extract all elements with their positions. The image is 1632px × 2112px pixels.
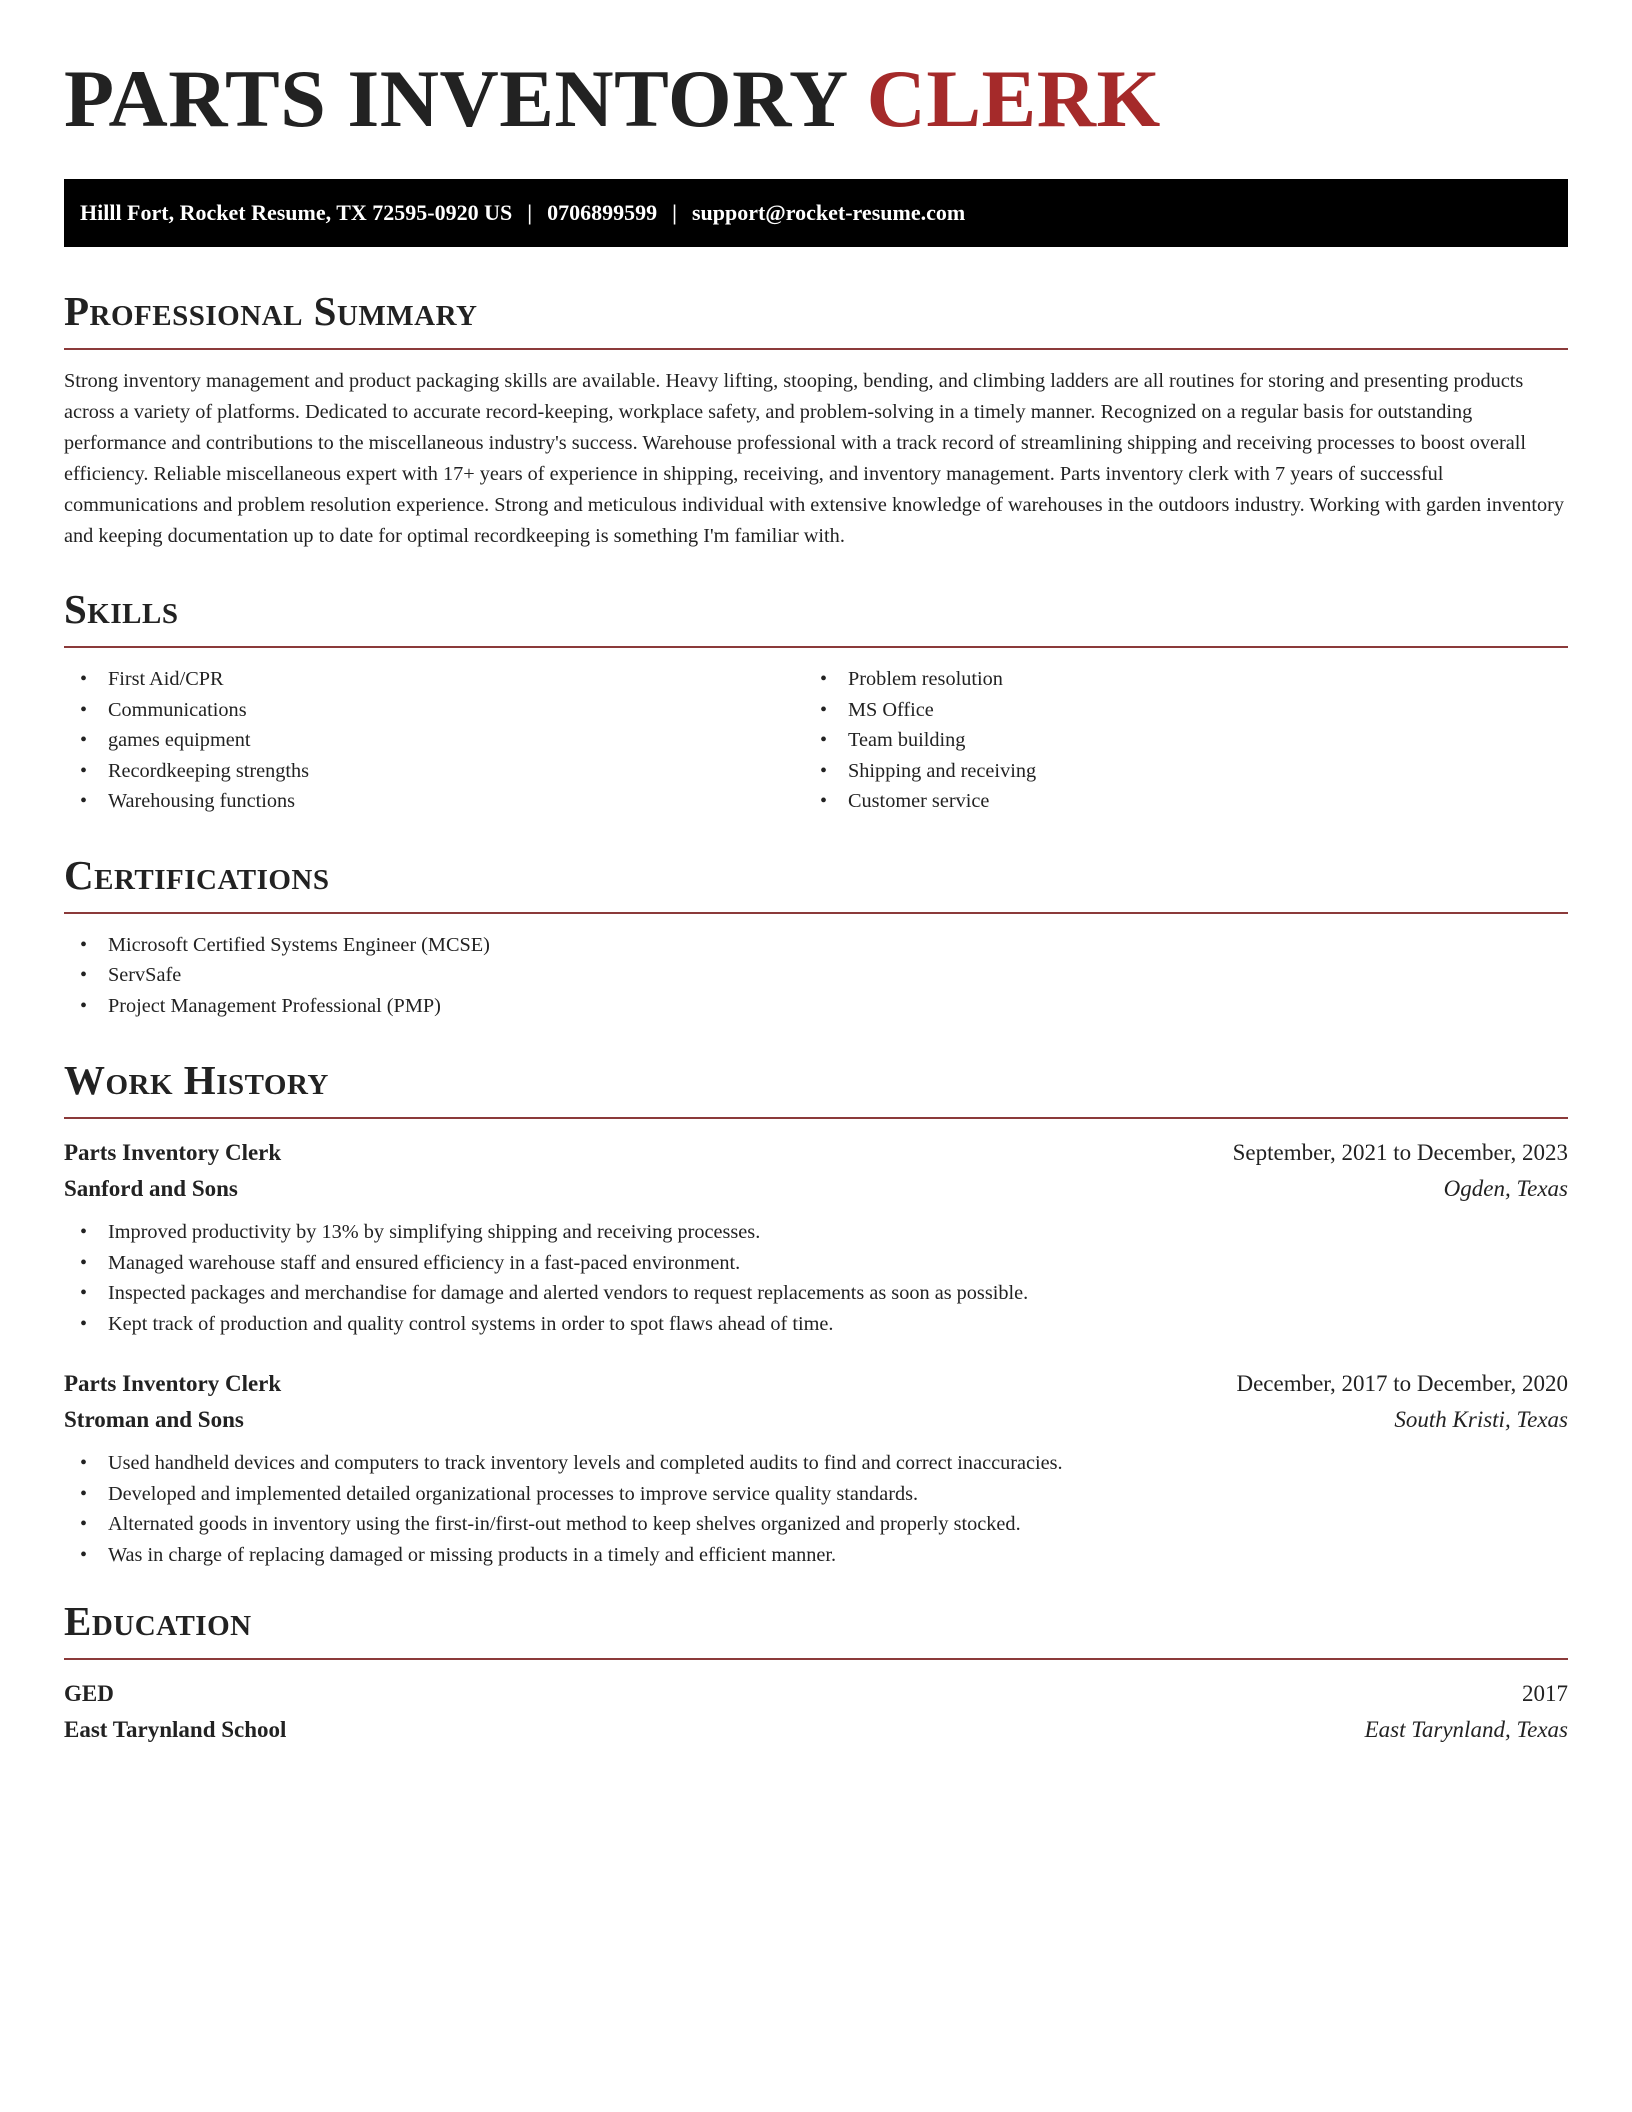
summary-heading: Professional Summary [64,288,478,334]
summary-section [64,288,1568,552]
job-bullet: • Was in charge of replacing damaged or missing products in a timely and efficient manner. [64,1540,1568,1571]
job-bullet: • Kept track of production and quality control systems in order to spot flaws ahead of time. [64,1309,1568,1340]
skill-item: • MS Office [804,695,1544,726]
section-divider [64,1117,1568,1119]
job-bullet: • Used handheld devices and computers to track inventory levels and completed audits to find and correct inaccuracies. [64,1448,1568,1479]
job-location: South Kristi, Texas [1394,1407,1568,1432]
contact-email[interactable]: support@rocket-resume.com [691,200,966,225]
job-bullets [64,1448,1568,1570]
education-header [64,1676,1568,1712]
summary-text: Strong inventory management and product packaging skills are available. Heavy lifting, stooping, bending, and climbing ladders are all routines for storing and presenting products across a variety of platforms. Dedicated to accurate record-keeping, workplace safety, and problem-solving in a timely manner. Recognized on a regular basis for outstanding performance and contributions to the miscellaneous industry's success. Warehouse professional with a track record of streamlining shipping and receiving processes to boost overall efficiency. Reliable miscellaneous expert with 17+ years of experience in shipping, receiving, and inventory management. Parts inventory clerk with 7 years of successful communications and problem resolution experience. Strong and meticulous individual with extensive knowledge of warehouses in the outdoors industry. Working with garden inventory and keeping documentation up to date for optimal recordkeeping is something I'm familiar with. [64,370,1564,547]
job-location: Ogden, Texas [1443,1176,1568,1201]
section-divider [64,1658,1568,1660]
skill-item: • Customer service [804,786,1544,817]
certification-item: • ServSafe [64,960,1568,991]
job-subheader [64,1402,1568,1438]
education-location: East Tarynland, Texas [1364,1717,1568,1742]
job-title: Parts Inventory Clerk [64,1371,282,1396]
job-dates: September, 2021 to December, 2023 [1232,1140,1568,1165]
contact-address: Hilll Fort, Rocket Resume, TX 72595-0920 US [80,200,513,225]
skills-heading: Skills [64,586,179,632]
title-main: PARTS INVENTORY [64,53,846,144]
skills-columns [64,664,1568,817]
job-entry [64,1135,1568,1339]
skill-item: • Problem resolution [804,664,1544,695]
certification-item: • Project Management Professional (PMP) [64,991,1568,1022]
contact-phone: 0706899599 [547,200,658,225]
job-entry [64,1366,1568,1570]
job-bullet: • Inspected packages and merchandise for damage and alerted vendors to request replacements as soon as possible. [64,1278,1568,1309]
contact-separator: | [527,200,533,225]
skill-item: • Warehousing functions [64,786,804,817]
job-subheader [64,1171,1568,1207]
job-dates: December, 2017 to December, 2020 [1236,1371,1568,1396]
skills-list-left [64,664,804,817]
certifications-heading: Certifications [64,851,330,898]
certification-item: • Microsoft Certified Systems Engineer (MCSE) [64,930,1568,961]
job-company: Stroman and Sons [64,1407,244,1432]
section-divider [64,348,1568,350]
contact-separator: | [672,200,677,225]
skill-item: • games equipment [64,725,804,756]
skill-item: • Communications [64,695,804,726]
education-entry [64,1676,1568,1748]
resume-title [64,0,1568,144]
education-heading: Education [64,1598,252,1644]
title-accent: CLERK [866,53,1161,144]
skill-item: • First Aid/CPR [64,664,804,695]
skills-list-right [804,664,1544,817]
job-bullet: • Alternated goods in inventory using the first-in/first-out method to keep shelves organized and properly stocked. [64,1509,1568,1540]
skill-item: • Team building [804,725,1544,756]
work-history-section [64,1057,1568,1570]
contact-bar [64,179,1568,247]
education-year: 2017 [1522,1681,1568,1706]
job-header [64,1366,1568,1402]
job-title: Parts Inventory Clerk [64,1140,282,1165]
job-bullet: • Managed warehouse staff and ensured efficiency in a fast-paced environment. [64,1248,1568,1279]
education-subheader [64,1712,1568,1748]
skill-item: • Recordkeeping strengths [64,756,804,787]
job-bullets [64,1217,1568,1339]
job-company: Sanford and Sons [64,1176,238,1201]
skill-item: • Shipping and receiving [804,756,1544,787]
education-school: East Tarynland School [64,1717,287,1742]
job-bullet: • Improved productivity by 13% by simplifying shipping and receiving processes. [64,1217,1568,1248]
job-bullet: • Developed and implemented detailed organizational processes to improve service quality standards. [64,1479,1568,1510]
job-header [64,1135,1568,1171]
section-divider [64,646,1568,648]
section-divider [64,912,1568,914]
work-history-heading: Work History [64,1057,329,1103]
skills-section [64,586,1568,817]
education-section [64,1598,1568,1748]
certifications-section [64,851,1568,1022]
certifications-list [64,930,1568,1022]
education-degree: GED [64,1681,114,1706]
